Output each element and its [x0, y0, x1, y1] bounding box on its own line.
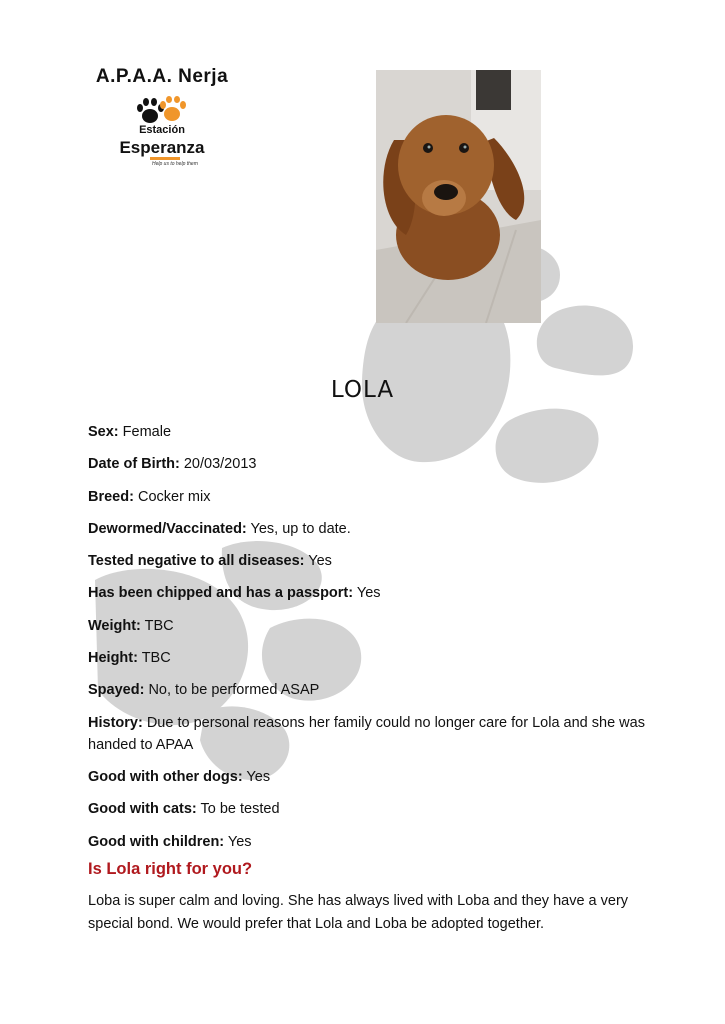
field-label: Height:	[88, 650, 138, 667]
field-label: Good with cats:	[88, 801, 197, 818]
field-breed	[88, 486, 648, 508]
field-value: Due to personal reasons her family could no longer care for Lola and she was handed to APAA	[88, 714, 645, 753]
logo-subtitle: Estación	[139, 124, 185, 136]
field-label: Dewormed/Vaccinated:	[88, 520, 247, 537]
section-heading: Is Lola right for you?	[88, 860, 253, 878]
field-good-with-children	[88, 831, 648, 853]
field-dewormed-vaccinated	[88, 518, 648, 540]
field-value: Yes, up to date.	[246, 520, 351, 537]
pet-details	[88, 421, 648, 863]
field-good-with-cats	[88, 798, 648, 820]
field-value: Yes	[242, 768, 271, 785]
field-spayed	[88, 679, 648, 701]
field-label: Sex:	[88, 424, 119, 440]
field-label: Breed:	[88, 488, 134, 505]
field-value: Yes	[353, 585, 381, 602]
field-label: Good with other dogs:	[88, 768, 243, 785]
field-value: Yes	[304, 553, 332, 570]
field-value: 20/03/2013	[179, 456, 257, 473]
field-value: TBC	[140, 617, 174, 634]
field-label: Tested negative to all diseases:	[88, 553, 305, 570]
field-value: Female	[118, 424, 172, 440]
logo-accent-bar	[150, 157, 180, 160]
field-date-of-birth	[88, 453, 648, 475]
field-value: TBC	[137, 650, 171, 667]
field-label: Date of Birth:	[88, 456, 180, 473]
logo-tagline: Help us to help them	[152, 161, 198, 167]
field-value: Cocker mix	[133, 488, 211, 505]
field-sex	[88, 421, 648, 443]
field-label: Has been chipped and has a passport:	[88, 585, 354, 602]
pet-name: LOLA	[330, 377, 395, 403]
field-value: To be tested	[196, 801, 280, 818]
paw-print-icon	[134, 96, 190, 126]
field-label: Spayed:	[88, 682, 145, 699]
logo-name: Esperanza	[119, 138, 205, 157]
field-label: Weight:	[88, 617, 141, 634]
field-good-with-dogs	[88, 766, 648, 788]
closing-paragraph: Loba is super calm and loving. She has always lived with Loba and they have a very special bond. We would prefer that Lola and Loba be adopted together.	[88, 893, 629, 932]
field-height	[88, 647, 648, 669]
dog-photo	[376, 70, 541, 323]
apaa-logo	[92, 66, 232, 176]
field-label: History:	[88, 714, 143, 731]
field-value: No, to be performed ASAP	[144, 682, 320, 699]
field-weight	[88, 615, 648, 637]
logo-title: A.P.A.A. Nerja	[95, 66, 229, 87]
field-value: Yes	[224, 833, 252, 850]
field-label: Good with children:	[88, 833, 225, 850]
field-history	[88, 712, 648, 756]
field-chipped-passport	[88, 582, 648, 604]
field-tested-negative	[88, 550, 648, 572]
